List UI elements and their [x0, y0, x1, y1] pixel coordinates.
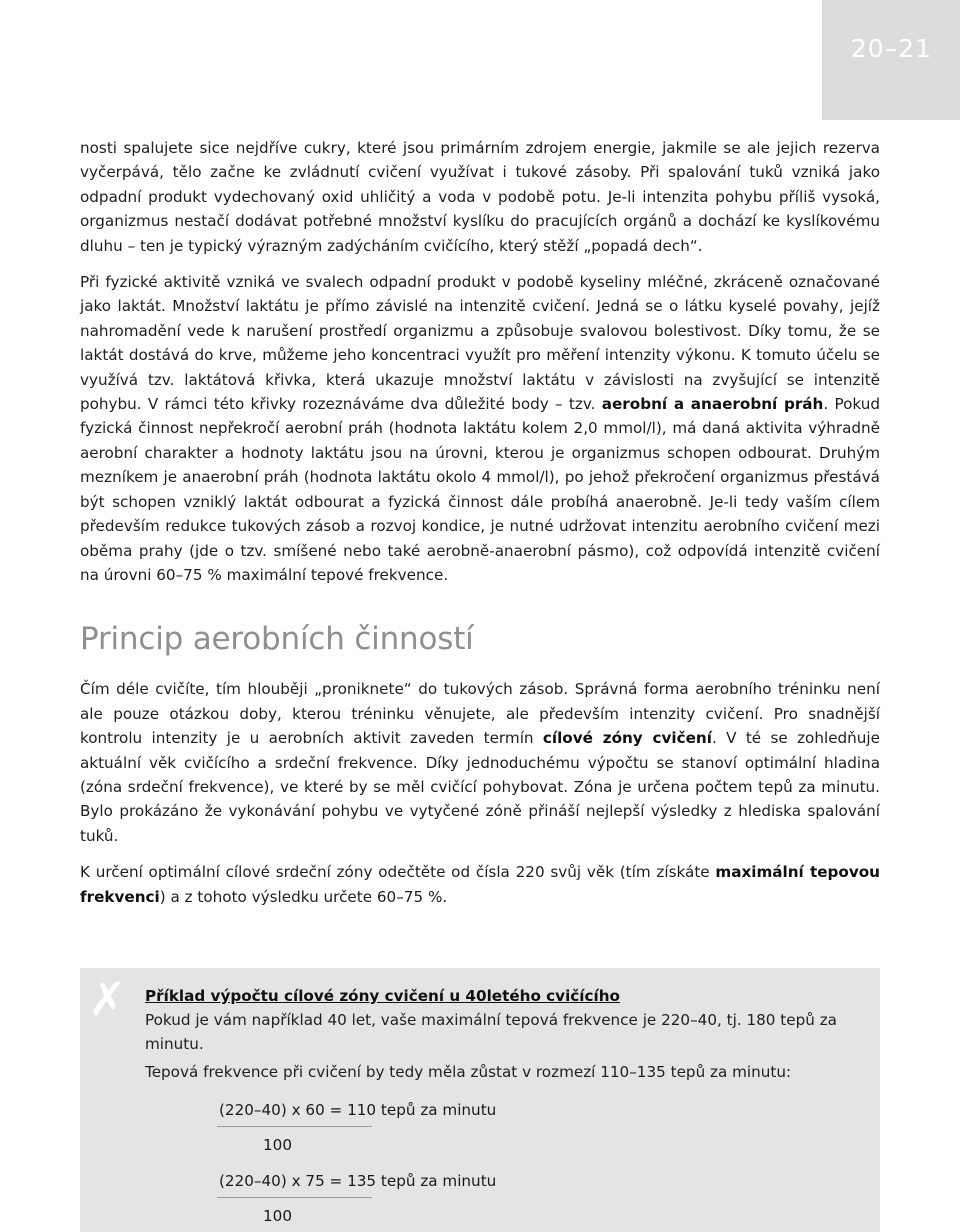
- example-title: Příklad výpočtu cílové zóny cvičení u 40letého cvičícího: [145, 987, 620, 1005]
- formula-75-denominator: 100: [263, 1207, 292, 1225]
- term-target-zone: cílové zóny cvičení: [542, 729, 712, 748]
- paragraph-3-text-a: Čím déle cvičíte, tím hlouběji „proniknete“ do tukových zásob. Správná forma aerobního tréninku není ale pouze otázkou doby, kterou tréninku věnujete, ale především intenzity cvičení. Pro snadnější kontrolu intenzity je u aerobních aktivit zaveden termín: [80, 680, 880, 748]
- fraction-line: [217, 1126, 372, 1127]
- x-mark-icon: ✗: [88, 972, 127, 1026]
- paragraph-2: [80, 270, 880, 587]
- example-line-2: Tepová frekvence při cvičení by tedy měla zůstat v rozmezí 110–135 tepů za minutu:: [145, 1063, 792, 1081]
- term-max-heart-rate: maximální tepovou frekvenci: [80, 863, 880, 906]
- formula-75: [217, 1169, 517, 1228]
- fraction-line: [217, 1197, 372, 1198]
- main-content: [80, 136, 880, 921]
- formula-60-numerator: (220–40) x 60 = 110 tepů za minutu: [219, 1101, 497, 1119]
- page-number-tab: [822, 0, 960, 120]
- formula-60-denominator: 100: [263, 1136, 292, 1154]
- paragraph-2-text-c: . Pokud fyzická činnost nepřekročí aerobní práh (hodnota laktátu kolem 2,0 mmol/l), má daná aktivita výhradně aerobní charakter a hodnoty laktátu jsou na úrovni, kterou je organizmus schopen odbourat. Druhým mezníkem je anaerobní práh (hodnota laktátu okolo 4 mmol/l), po jehož překročení organizmus přestává být schopen vzniklý laktát odbourat a fyzická činnost dále probíhá anaerobně. Je-li tedy vaším cílem především redukce tukových zásob a rozvoj kondice, je nutné udržovat intenzitu aerobního cvičení mezi oběma prahy (jde o tzv. smíšené nebo také aerobně-anaerobní pásmo), což odpovídá intenzitě cvičení na úrovni 60–75 % maximální tepové frekvence.: [80, 395, 880, 584]
- paragraph-4-text-a: K určení optimální cílové srdeční zóny odečtěte od čísla 220 svůj věk (tím získáte: [80, 863, 716, 882]
- paragraph-3: [80, 677, 880, 848]
- paragraph-3-text-c: . V té se zohledňuje aktuální věk cvičícího a srdeční frekvence. Díky jednoduchému výpočtu se stanoví optimální hladina (zóna srdeční frekvence), ve které by se měl cvičící pohybovat. Zóna je určena počtem tepů za minutu. Bylo prokázáno že vykonávání pohybu ve vytyčené zóně přináší nejlepší výsledky z hlediska spalování tuků.: [80, 729, 880, 845]
- paragraph-1: [80, 136, 880, 258]
- example-box: [80, 968, 880, 1232]
- formula-60: [217, 1098, 517, 1157]
- paragraph-4-text-c: ) a z tohoto výsledku určete 60–75 %.: [159, 887, 448, 906]
- formula-75-numerator: (220–40) x 75 = 135 tepů za minutu: [219, 1172, 497, 1190]
- paragraph-2-text-a: Při fyzické aktivitě vzniká ve svalech odpadní produkt v podobě kyseliny mléčné, zkráceně označované jako laktát. Množství laktátu je přímo závislé na intenzitě cvičení. Jedná se o látku kyselé povahy, jejíž nahromadění vede k narušení prostředí organizmu a způsobuje svalovou bolestivost. Díky tomu, že se laktát dostává do krve, můžeme jeho koncentraci využít pro měření intenzity výkonu. K tomuto účelu se využívá tzv. laktátová křivka, která ukazuje množství laktátu v závislosti na zvyšující se intenzitě pohybu. V rámci této křivky rozeznáváme dva důležité body – tzv.: [80, 273, 880, 414]
- example-content: [145, 984, 865, 1228]
- paragraph-4: [80, 860, 880, 909]
- term-aerobic-anaerobic-threshold: aerobní a anaerobní práh: [601, 395, 824, 414]
- paragraph-1-text: nosti spalujete sice nejdříve cukry, které jsou primárním zdrojem energie, jakmile se ale jejich rezerva vyčerpává, tělo začne ke zvládnutí cvičení využívat i tukové zásoby. Při spalování tuků vzniká jako odpadní produkt vydechovaný oxid uhličitý a voda v podobě potu. Je-li intenzita pohybu příliš vysoká, organizmus nestačí dodávat potřebné množství kyslíku do pracujících orgánů a dochází ke kyslíkovému dluhu – ten je typický výrazným zadýcháním cvičícího, který stěží „popadá dech“.: [80, 139, 880, 255]
- page-number: 20–21: [850, 34, 932, 63]
- example-line-1: Pokud je vám například 40 let, vaše maximální tepová frekvence je 220–40, tj. 180 tepů za minutu.: [145, 1011, 837, 1053]
- section-heading: Princip aerobních činností: [80, 621, 474, 658]
